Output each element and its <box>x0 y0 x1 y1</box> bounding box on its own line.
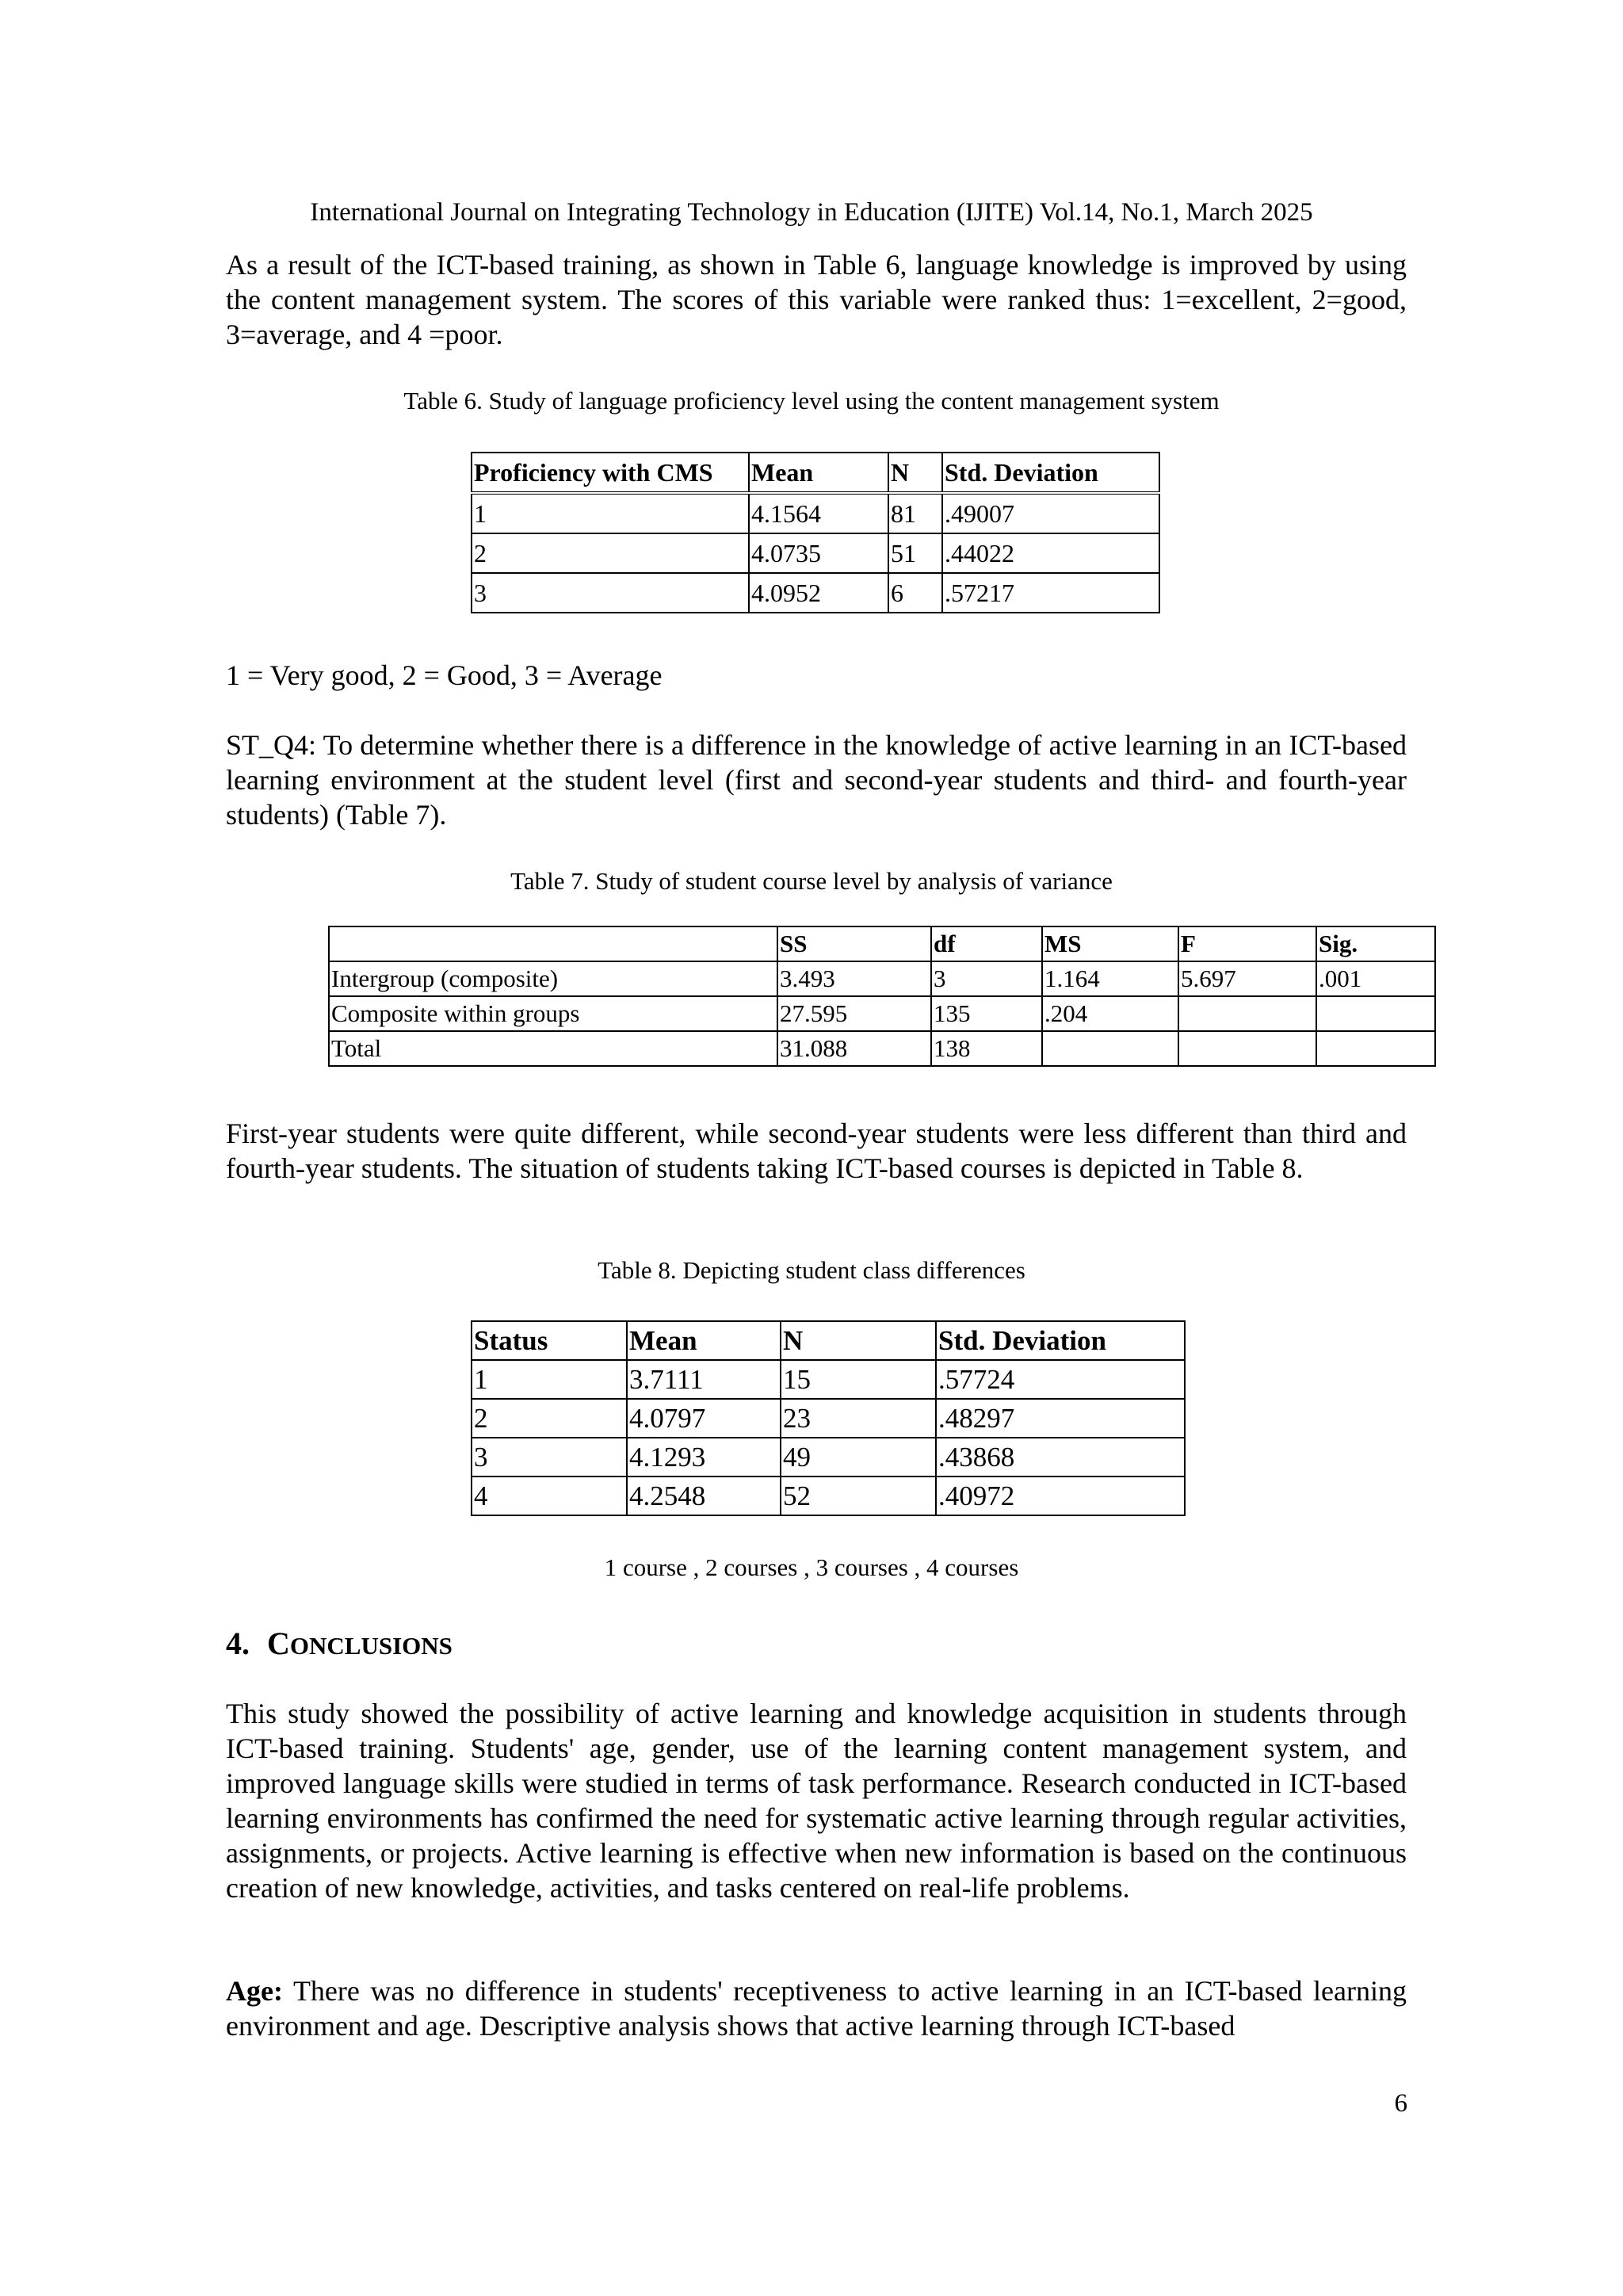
table7-cell: Total <box>329 1031 777 1066</box>
age-label: Age: <box>226 1975 283 2007</box>
table8-header-row <box>472 1321 1185 1360</box>
table6-caption: Table 6. Study of language proficiency level using the content management system <box>403 387 1220 415</box>
table7-row <box>329 996 1435 1031</box>
table6-header-row <box>472 453 1159 493</box>
table6-cell: 4.0952 <box>749 573 888 613</box>
table7-result-paragraph: First-year students were quite different, while second-year students were less different than third and fourth-year students. The situation of students taking ICT-based courses is depicted in Table 8. <box>226 1117 1407 1184</box>
table7-cell <box>1316 996 1435 1031</box>
table7-cell: 1.164 <box>1042 961 1178 996</box>
table7-cell <box>1042 1031 1178 1066</box>
table6-note: 1 = Very good, 2 = Good, 3 = Average <box>226 659 663 691</box>
table6-cell: 51 <box>888 533 942 573</box>
table8-header-cell: Status <box>472 1321 627 1360</box>
table8-row <box>472 1438 1185 1477</box>
table7-header-cell <box>329 926 777 961</box>
table8-cell: 1 <box>472 1360 627 1399</box>
table7-cell: Composite within groups <box>329 996 777 1031</box>
table8-cell: 4 <box>472 1477 627 1515</box>
table6-cell: 2 <box>472 533 749 573</box>
table7-header-cell: SS <box>777 926 931 961</box>
section-number: 4. <box>226 1626 250 1661</box>
table7-cell: 3.493 <box>777 961 931 996</box>
table7-cell: Intergroup (composite) <box>329 961 777 996</box>
table8-cell: 3.7111 <box>627 1360 781 1399</box>
table8-cell: 49 <box>781 1438 936 1477</box>
table7-caption: Table 7. Study of student course level by analysis of variance <box>510 867 1113 895</box>
table6 <box>471 452 1160 613</box>
table7-cell: 138 <box>931 1031 1042 1066</box>
table8-row <box>472 1360 1185 1399</box>
table6-header-cell: Std. Deviation <box>942 453 1159 493</box>
age-paragraph <box>226 1973 1407 2043</box>
table6-cell: 4.0735 <box>749 533 888 573</box>
table8-row <box>472 1477 1185 1515</box>
table7-header-cell: Sig. <box>1316 926 1435 961</box>
table8-cell: 23 <box>781 1399 936 1438</box>
table8-cell: 2 <box>472 1399 627 1438</box>
table6-cell: .44022 <box>942 533 1159 573</box>
table7-cell <box>1316 1031 1435 1066</box>
table7-row <box>329 961 1435 996</box>
table6-row <box>472 573 1159 613</box>
table6-cell: 6 <box>888 573 942 613</box>
table8-header-cell: N <box>781 1321 936 1360</box>
table6-cell: 4.1564 <box>749 493 888 533</box>
table7-header-cell: MS <box>1042 926 1178 961</box>
section-title-initial: C <box>267 1626 290 1661</box>
table8-header-cell: Std. Deviation <box>936 1321 1185 1360</box>
table7-cell: .204 <box>1042 996 1178 1031</box>
stq4-paragraph: ST_Q4: To determine whether there is a difference in the knowledge of active learning in an ICT-based learning environment at the student level (first and second-year students and third- and fourth-year students) (Table 7). <box>226 729 1407 831</box>
table8-row <box>472 1399 1185 1438</box>
table8-note: 1 course , 2 courses , 3 courses , 4 courses <box>604 1553 1019 1581</box>
table7-cell: 27.595 <box>777 996 931 1031</box>
table6-cell: .49007 <box>942 493 1159 533</box>
table7-cell: .001 <box>1316 961 1435 996</box>
table6-row <box>472 533 1159 573</box>
table8-caption: Table 8. Depicting student class differences <box>598 1256 1025 1284</box>
table8-cell: 52 <box>781 1477 936 1515</box>
table7 <box>328 926 1436 1067</box>
table6-row <box>472 493 1159 533</box>
table8-cell: 3 <box>472 1438 627 1477</box>
table7-cell <box>1178 1031 1316 1066</box>
table7-header-row <box>329 926 1435 961</box>
table7-cell: 135 <box>931 996 1042 1031</box>
table6-cell: 1 <box>472 493 749 533</box>
running-header: International Journal on Integrating Technology in Education (IJITE) Vol.14, No.1, March 2025 <box>310 198 1313 227</box>
table7-cell: 5.697 <box>1178 961 1316 996</box>
table7-cell <box>1178 996 1316 1031</box>
table7-cell: 3 <box>931 961 1042 996</box>
table8-cell: .43868 <box>936 1438 1185 1477</box>
table6-cell: .57217 <box>942 573 1159 613</box>
table8 <box>471 1320 1186 1516</box>
table8-header-cell: Mean <box>627 1321 781 1360</box>
section-heading-conclusions <box>226 1623 453 1667</box>
section-title-rest: ONCLUSIONS <box>289 1632 453 1660</box>
table6-cell: 81 <box>888 493 942 533</box>
table8-cell: .40972 <box>936 1477 1185 1515</box>
table6-header-cell: Mean <box>749 453 888 493</box>
table8-cell: 4.0797 <box>627 1399 781 1438</box>
table8-cell: 15 <box>781 1360 936 1399</box>
table8-cell: 4.1293 <box>627 1438 781 1477</box>
table7-header-cell: F <box>1178 926 1316 961</box>
table7-row <box>329 1031 1435 1066</box>
table6-header-cell: N <box>888 453 942 493</box>
conclusions-paragraph: This study showed the possibility of active learning and knowledge acquisition in students through ICT-based training. Students' age, gender, use of the learning content management system, and improved language skills were studied in terms of task performance. Research conducted in ICT-based learning environments has confirmed the need for systematic active learning through regular activities, assignments, or projects. Active learning is effective when new information is based on the continuous creation of new knowledge, activities, and tasks centered on real-life problems. <box>226 1698 1407 1904</box>
age-text: There was no difference in students' receptiveness to active learning in an ICT-based learning environment and age. Descriptive analysis shows that active learning through ICT-based <box>226 1975 1407 2042</box>
table8-cell: .57724 <box>936 1360 1185 1399</box>
table7-header-cell: df <box>931 926 1042 961</box>
table7-cell: 31.088 <box>777 1031 931 1066</box>
table6-header-cell: Proficiency with CMS <box>472 453 749 493</box>
table8-cell: .48297 <box>936 1399 1185 1438</box>
table8-cell: 4.2548 <box>627 1477 781 1515</box>
page-number: 6 <box>1394 2089 1407 2118</box>
table6-cell: 3 <box>472 573 749 613</box>
intro-paragraph: As a result of the ICT-based training, as shown in Table 6, language knowledge is improved by using the content management system. The scores of this variable were ranked thus: 1=excellent, 2=good, 3=average, and 4 =poor. <box>226 249 1407 350</box>
